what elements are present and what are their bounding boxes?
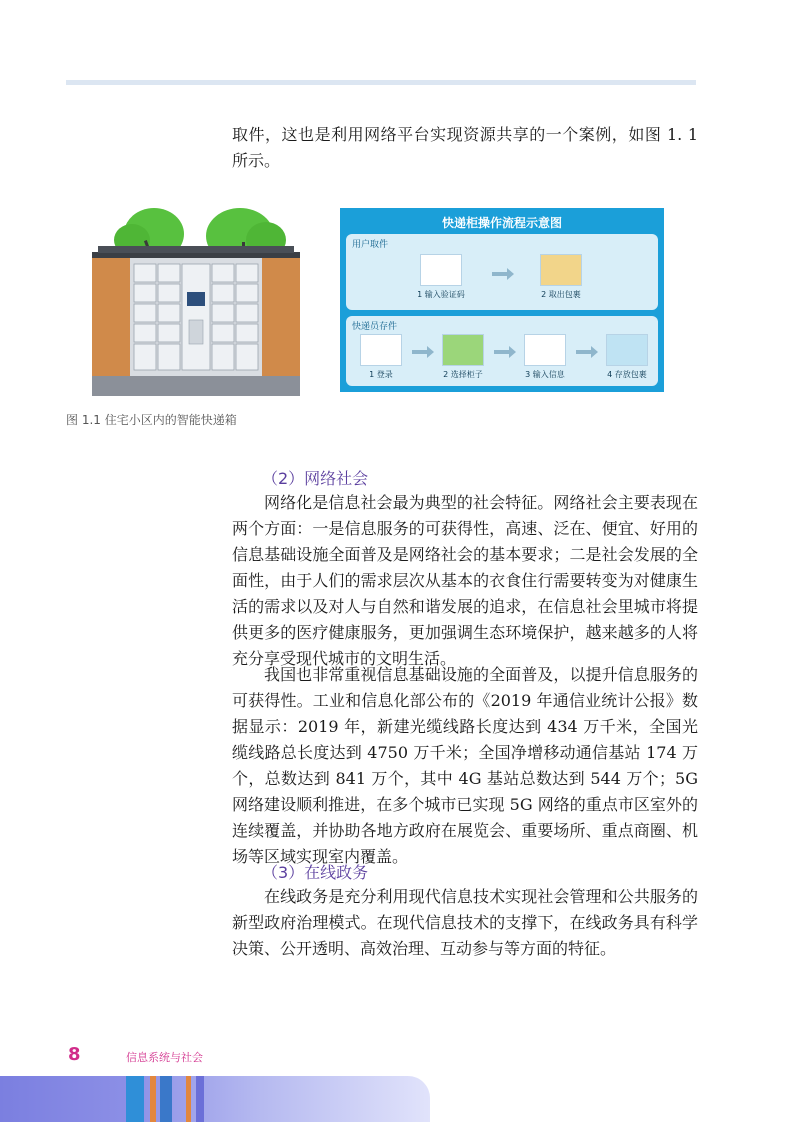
cabinet-icon: [442, 334, 484, 366]
section-heading-network-society: （2）网络社会: [262, 469, 369, 488]
book-title: 信息系统与社会: [126, 1051, 203, 1064]
login-icon: [360, 334, 402, 366]
intro-paragraph: 取件，这也是利用网络平台实现资源共享的一个案例，如图 1. 1 所示。: [232, 125, 698, 170]
locker-flow-diagram: [340, 208, 664, 392]
section-heading-online-government: （3）在线政务: [262, 863, 369, 882]
arrow-icon: [576, 350, 592, 354]
courier-step-4: 4 存放包裹: [600, 334, 654, 380]
form-icon: [524, 334, 566, 366]
user-pickup-panel: [346, 234, 658, 310]
user-panel-label: 用户取件: [352, 240, 389, 250]
parcel-icon: [540, 254, 582, 286]
network-society-paragraph-2: 我国也非常重视信息基础设施的全面普及，以提升信息服务的可获得性。工业和信息化部公布的《2019 年通信业统计公报》数据显示：2019 年，新建光缆线路长度达到 434 万千米，全国光缆线路总长度达到 4750 万千米；全国净增移动通信基站 174 万个，总数达到 841 万个，其中 4G 基站总数达到 544 万个；5G 网络建设顺利推进，在多个城市已实现 5G 网络的重点市区室外的连续覆盖，并协助各地方政府在展览会、重要场所、重点商圈、机场等区域实现室内覆盖。: [232, 665, 698, 866]
arrow-icon: [492, 272, 508, 276]
page-number: 8: [68, 1044, 81, 1065]
courier-step-2: 2 选择柜子: [436, 334, 490, 380]
courier-panel-label: 快递员存件: [352, 322, 398, 332]
courier-step-1: 1 登录: [354, 334, 408, 380]
online-government-paragraph: 在线政务是充分利用现代信息技术实现社会管理和公共服务的新型政府治理模式。在现代信息技术的支撑下，在线政务具有科学决策、公开透明、高效治理、互动参与等方面的特征。: [232, 887, 698, 958]
network-society-paragraph-1: 网络化是信息社会最为典型的社会特征。网络社会主要表现在两个方面：一是信息服务的可获得性，高速、泛在、便宜、好用的信息基础设施全面普及是网络社会的基本要求；二是社会发展的全面性，由于人们的需求层次从基本的衣食住行需要转变为对健康生活的需求以及对人与自然和谐发展的追求，在信息社会里城市将提供更多的医疗健康服务，更加强调生态环境保护，越来越多的人将充分享受现代城市的文明生活。: [232, 493, 698, 668]
keypad-icon: [420, 254, 462, 286]
header-rule: [66, 80, 696, 85]
deposit-icon: [606, 334, 648, 366]
footer-decorative-band: [0, 1076, 430, 1122]
courier-deposit-panel: [346, 316, 658, 386]
user-step-2: 2 取出包裹: [534, 254, 588, 300]
figure-caption: 图 1.1 住宅小区内的智能快递箱: [66, 413, 237, 427]
smart-locker-illustration: [92, 200, 300, 396]
flow-title: 快递柜操作流程示意图: [441, 216, 562, 230]
arrow-icon: [412, 350, 428, 354]
user-step-1: 1 输入验证码: [414, 254, 468, 300]
courier-step-3: 3 输入信息: [518, 334, 572, 380]
arrow-icon: [494, 350, 510, 354]
